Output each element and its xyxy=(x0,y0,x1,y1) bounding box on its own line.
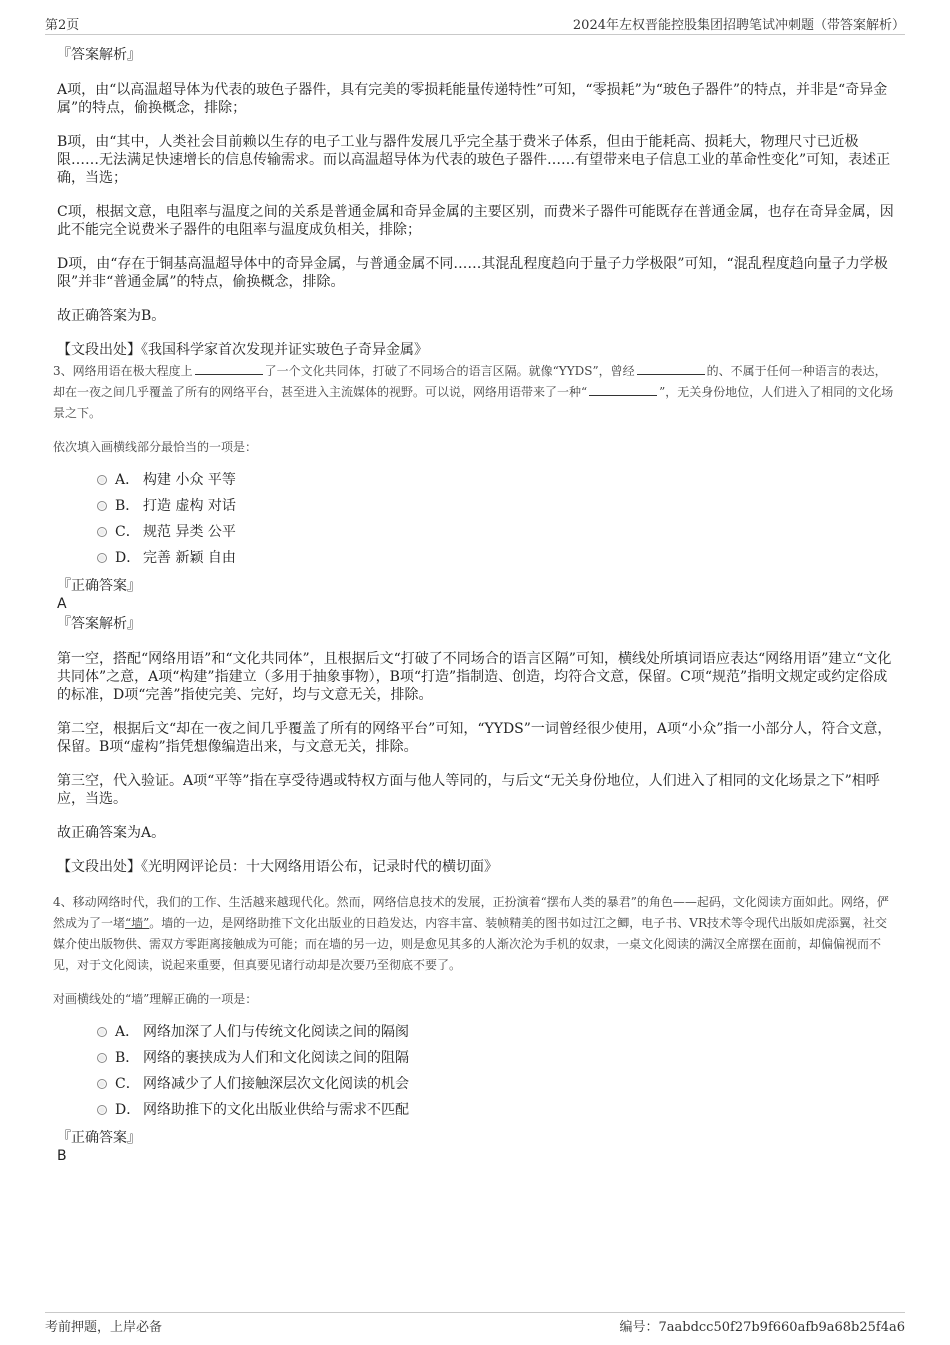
correct-answer: A xyxy=(57,596,67,612)
fill-blank-3 xyxy=(589,383,657,396)
correct-answer: B xyxy=(57,1148,67,1164)
radio-button[interactable] xyxy=(97,1027,107,1037)
option-c[interactable]: C． 规范 异类 公平 xyxy=(97,519,898,545)
option-d[interactable]: D． 完善 新颖 自由 xyxy=(97,545,898,571)
radio-button[interactable] xyxy=(97,1053,107,1063)
option-a[interactable]: A． 构建 小众 平等 xyxy=(97,467,898,493)
page-header xyxy=(45,14,905,35)
source-citation: 【文段出处】《我国科学家首次发现并证实玻色子奇异金属》 xyxy=(57,342,428,358)
correct-answer-label: 『正确答案』 xyxy=(57,578,141,594)
fill-blank-2 xyxy=(637,362,705,375)
option-c[interactable]: C． 网络减少了人们接触深层次文化阅读的机会 xyxy=(97,1071,898,1097)
option-b[interactable]: B． 网络的裹挟成为人们和文化阅读之间的阻隔 xyxy=(97,1045,898,1071)
question-3-stem: 3、网络用语在极大程度上 了一个文化共同体，打破了不同场合的语言区隔。就像“YYDS”，曾经 的、不属于任何一种语言的表达，却在一夜之间几乎覆盖了所有的网络平台，甚至进入主流媒体的视野。可以说，网络用语带来了一种“ ”，无关身份地位，人们进入了相同的文化场景之下。 xyxy=(53,364,894,420)
option-d[interactable]: D． 网络助推下的文化出版业供给与需求不匹配 xyxy=(97,1097,898,1123)
question-3-options xyxy=(57,467,898,571)
question-4-prompt: 对画横线处的“墙”理解正确的一项是： xyxy=(53,992,258,1006)
radio-button[interactable] xyxy=(97,1079,107,1089)
analysis-label: 『答案解析』 xyxy=(57,616,141,632)
correct-answer-label: 『正确答案』 xyxy=(57,1130,141,1146)
analysis-conclusion: 故正确答案为A。 xyxy=(57,825,166,841)
radio-button[interactable] xyxy=(97,527,107,537)
analysis-blank-2: 第二空，根据后文“却在一夜之间几乎覆盖了所有的网络平台”可知，“YYDS”一词曾经很少使用，A项“小众”指一小部分人，符合文意，保留。B项“虚构”指凭想像编造出来，与文意无关，排除。 xyxy=(57,721,892,755)
question-3-prompt: 依次填入画横线部分最恰当的一项是： xyxy=(53,440,258,454)
question-4-stem: 4、移动网络时代，我们的工作、生活越来越现代化。然而，网络信息技术的发展，正扮演着“摆布人类的暴君”的角色——起码，文化阅读方面如此。网络，俨然成为了一堵“墙”。墙的一边，是网络助推下文化出版业的日趋发达，内容丰富、装帧精美的图书如过江之鲫，电子书、VR技术等令现代出版如虎添翼，社交媒介使出版物供、需双方零距离接触成为可能；而在墙的另一边，则是愈见其多的人渐次沦为手机的奴隶，一桌文化阅读的满汉全席摆在面前，却偏偏视而不见，对于文化阅读，说起来重要，但真要见诸行动却是次要乃至彻底不要了。 xyxy=(53,895,889,972)
page-number: 第2页 xyxy=(45,18,80,33)
radio-button[interactable] xyxy=(97,1105,107,1115)
option-b[interactable]: B． 打造 虚构 对话 xyxy=(97,493,898,519)
analysis-option-c: C项，根据文意，电阻率与温度之间的关系是普通金属和奇异金属的主要区别，而费米子器件可能既存在普通金属，也存在奇异金属，因此不能完全说费米子器件的电阻率与温度成负相关，排除； xyxy=(57,204,894,238)
document-title: 2024年左权晋能控股集团招聘笔试冲刺题（带答案解析） xyxy=(572,18,905,33)
analysis-blank-1: 第一空，搭配“网络用语”和“文化共同体”，且根据后文“打破了不同场合的语言区隔”可知，横线处所填词语应表达“网络用语”建立“文化共同体”之意，A项“构建”指建立（多用于抽象事物），B项“打造”指制造、创造，均符合文意，保留。C项“规范”指明文规定或约定俗成的标准，D项“完善”指使完美、完好，均与文意无关，排除。 xyxy=(57,651,892,703)
analysis-option-b: B项，由“其中，人类社会目前赖以生存的电子工业与器件发展几乎完全基于费米子体系，但由于能耗高、损耗大，物理尺寸已近极限……无法满足快速增长的信息传输需求。而以高温超导体为代表的玻色子器件……有望带来电子信息工业的革命性变化”可知，表述正确，当选； xyxy=(57,134,891,186)
analysis-label: 『答案解析』 xyxy=(57,47,141,63)
fill-blank-1 xyxy=(195,362,263,375)
option-a[interactable]: A． 网络加深了人们与传统文化阅读之间的隔阂 xyxy=(97,1019,898,1045)
radio-button[interactable] xyxy=(97,501,107,511)
analysis-option-a: A项，由“以高温超导体为代表的玻色子器件，具有完美的零损耗能量传递特性”可知，“零损耗”为“玻色子器件”的特点，并非是“奇异金属”的特点，偷换概念，排除； xyxy=(57,82,888,116)
analysis-conclusion: 故正确答案为B。 xyxy=(57,308,166,324)
footer-slogan: 考前押题，上岸必备 xyxy=(45,1320,163,1335)
analysis-blank-3: 第三空，代入验证。A项“平等”指在享受待遇或特权方面与他人等同的，与后文“无关身份地位，人们进入了相同的文化场景之下”相呼应，当选。 xyxy=(57,773,880,807)
document-code: 编号：7aabdcc50f27b9f660afb9a68b25f4a6 xyxy=(619,1320,905,1335)
radio-button[interactable] xyxy=(97,553,107,563)
underlined-term: “墙” xyxy=(125,916,150,930)
document-body xyxy=(53,44,898,1165)
radio-button[interactable] xyxy=(97,475,107,485)
analysis-option-d: D项，由“存在于铜基高温超导体中的奇异金属，与普通金属不同……其混乱程度趋向于量子力学极限”可知，“混乱程度趋向量子力学极限”并非“普通金属”的特点，偷换概念，排除。 xyxy=(57,256,888,290)
source-citation: 【文段出处】《光明网评论员：十大网络用语公布，记录时代的横切面》 xyxy=(57,859,498,875)
question-4-options xyxy=(57,1019,898,1123)
page-footer xyxy=(45,1312,905,1338)
